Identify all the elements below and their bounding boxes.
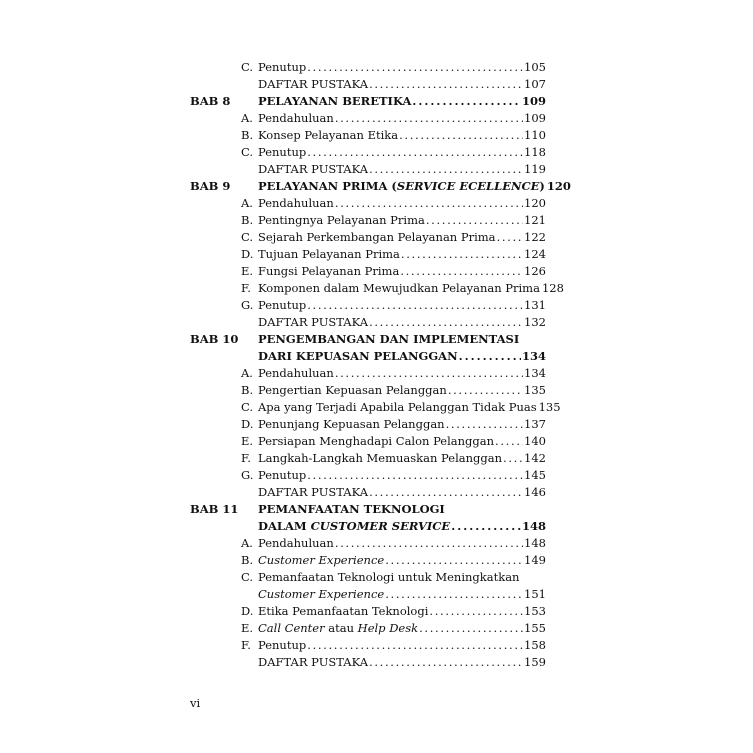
toc-line [241,144,546,161]
toc-entry [190,76,546,93]
entry-title [258,297,306,314]
toc-line [241,654,546,671]
toc-entry [190,263,546,280]
toc-entry [190,484,546,501]
entry-title [258,450,502,467]
entry-title-text: Konsep Pelayanan Etika [258,128,399,142]
entry-title-italic-2: Help Desk [357,621,419,635]
toc-entry [190,93,546,110]
toc-entry [190,280,564,297]
page-number: 120 [546,179,571,193]
entry-title-text: DAFTAR PUSTAKA [258,77,369,91]
toc-line [241,365,546,382]
section-letter: A. [241,111,253,125]
toc-entry [190,382,546,399]
entry-title-text: PELAYANAN PRIMA ( [258,179,397,193]
dot-leader [495,433,523,450]
toc-entry [190,399,561,416]
page-number: 105 [524,60,546,74]
page-number: 128 [541,281,564,295]
entry-title-italic: Customer Experience [258,553,385,567]
entry-title-text: Fungsi Pelayanan Prima [258,264,400,278]
toc-entry [190,654,546,671]
dot-leader [400,263,523,280]
dot-leader [369,654,523,671]
toc-line [241,467,546,484]
toc-entry [190,365,546,382]
entry-title [258,263,399,280]
toc-line [241,535,546,552]
dot-leader [459,348,521,365]
entry-title [258,331,519,348]
entry-title [258,76,368,93]
dot-leader [335,110,523,127]
entry-title-text: Pendahuluan [258,536,334,550]
entry-title [258,195,334,212]
entry-title-text: Komponen dalam Mewujudkan Pelayanan Prima [258,281,540,295]
toc-line [241,212,546,229]
toc-entry [190,620,546,637]
page-number: 151 [524,587,546,601]
entry-title [258,229,496,246]
toc-line [241,161,546,178]
entry-title [258,161,368,178]
toc-line [241,416,546,433]
page-number: 121 [524,213,546,227]
page-number: 134 [524,366,546,380]
toc-entry [190,450,546,467]
dot-leader [451,518,521,535]
page-number: 134 [521,349,546,363]
page-number: 148 [524,536,546,550]
toc-entry [190,297,546,314]
section-letter: B. [241,128,254,142]
entry-title [258,365,334,382]
entry-title [258,484,368,501]
page-number: 109 [524,111,546,125]
entry-title-text: PEMANFAATAN TEKNOLOGI [258,502,445,516]
entry-title [258,416,445,433]
entry-title-text: DALAM [258,519,311,533]
page-number: 159 [524,655,546,669]
toc-entry [190,603,546,620]
entry-title-text: Sejarah Perkembangan Pelayanan Prima [258,230,496,244]
toc-line [241,382,546,399]
page-number: 107 [524,77,546,91]
entry-title [258,603,428,620]
section-letter: B. [241,213,254,227]
toc-line [241,450,546,467]
page-number: 145 [524,468,546,482]
entry-title-italic: Customer Experience [258,587,385,601]
entry-title [258,127,398,144]
dot-leader [369,484,523,501]
dot-leader [399,127,523,144]
entry-title-text: Pentingnya Pelayanan Prima [258,213,425,227]
section-letter: C. [241,400,254,414]
entry-title-text: Penutup [258,145,307,159]
entry-title-text: Penunjang Kepuasan Pelanggan [258,417,445,431]
toc-entry [190,178,571,195]
toc-line [241,314,546,331]
entry-title [258,399,537,416]
entry-title [258,59,306,76]
entry-title [258,552,384,569]
entry-title-text: Etika Pemanfaatan Teknologi [258,604,429,618]
entry-title-text: Penutup [258,60,307,74]
dot-leader [429,603,523,620]
entry-title [258,93,411,110]
entry-title-text: Tujuan Pelayanan Prima [258,247,400,261]
toc-line [241,603,546,620]
entry-title [258,586,384,603]
toc-line [241,178,571,195]
entry-title [258,246,400,263]
dot-leader [497,229,524,246]
page-number: 118 [524,145,546,159]
toc-line [258,586,546,603]
section-letter: F. [241,451,251,465]
entry-title [258,433,494,450]
entry-title-text: Pendahuluan [258,366,334,380]
toc-line [241,280,564,297]
section-letter: A. [241,536,253,550]
toc-entry [190,518,546,535]
dot-leader [426,212,523,229]
dot-leader [307,297,523,314]
toc-line [241,246,546,263]
page-number: 131 [524,298,546,312]
chapter-label: BAB 11 [190,502,239,516]
section-letter: C. [241,60,254,74]
section-letter: E. [241,434,254,448]
entry-title-text: Penutup [258,638,307,652]
entry-title-text: Persiapan Menghadapi Calon Pelanggan [258,434,495,448]
entry-title [258,637,306,654]
toc-entry [190,501,546,518]
dot-leader [419,620,523,637]
entry-title-text: DAFTAR PUSTAKA [258,485,369,499]
toc-entry [190,110,546,127]
entry-title [258,280,540,297]
toc-entry [190,59,546,76]
section-letter: E. [241,264,254,278]
entry-title-italic: SERVICE ECELLENCE [396,179,540,193]
toc-entry [190,552,546,569]
entry-title-text: Pengertian Kepuasan Pelanggan [258,383,447,397]
dot-leader [401,246,523,263]
toc-entry [190,144,546,161]
entry-title-text: Penutup [258,298,307,312]
entry-title-text: DAFTAR PUSTAKA [258,162,369,176]
entry-title-text: DAFTAR PUSTAKA [258,315,369,329]
section-letter: C. [241,145,254,159]
section-letter: F. [241,281,251,295]
page-number: 135 [524,383,546,397]
dot-leader [385,586,523,603]
chapter-label: BAB 10 [190,332,239,346]
entry-title-after: atau [324,621,358,635]
toc-line [241,59,546,76]
entry-title-text: DARI KEPUASAN PELANGGAN [258,349,458,363]
toc-entry [190,161,546,178]
page-number: 126 [524,264,546,278]
dot-leader [448,382,523,399]
entry-title [258,518,450,535]
entry-title [258,569,519,586]
toc-line [241,263,546,280]
entry-title-text: PENGEMBANGAN DAN IMPLEMENTASI [258,332,520,346]
entry-title [258,348,458,365]
dot-leader [412,93,521,110]
toc-line [241,637,546,654]
section-letter: B. [241,553,254,567]
toc-line [241,93,546,110]
toc-entry [190,229,546,246]
dot-leader [385,552,523,569]
entry-title [258,654,368,671]
entry-title [258,314,368,331]
page-number: 140 [524,434,546,448]
entry-title [258,467,306,484]
entry-title-text: Pemanfaatan Teknologi untuk Meningkatkan [258,570,520,584]
page-number: 110 [524,128,546,142]
section-letter: A. [241,366,253,380]
section-letter: E. [241,621,254,635]
entry-title-text: Penutup [258,468,307,482]
toc-line [241,297,546,314]
toc-line [241,552,546,569]
toc-entry [190,569,546,586]
toc-line [241,484,546,501]
entry-title [258,144,306,161]
chapter-label: BAB 9 [190,179,231,193]
entry-title-text: Langkah-Langkah Memuaskan Pelanggan [258,451,503,465]
toc-line [241,110,546,127]
page-number: 153 [524,604,546,618]
table-of-contents [190,59,571,671]
page-number: 149 [524,553,546,567]
entry-title-text: Pendahuluan [258,111,334,125]
page-number: 120 [524,196,546,210]
toc-line [241,348,546,365]
toc-line [241,76,546,93]
page-number: 146 [524,485,546,499]
toc-line [241,620,546,637]
toc-entry [190,416,546,433]
page-number: 132 [524,315,546,329]
toc-line [241,127,546,144]
page-number: 148 [521,519,546,533]
page-number: 135 [538,400,561,414]
dot-leader [503,450,523,467]
toc-line [241,331,546,348]
page-number: 158 [524,638,546,652]
section-letter: F. [241,638,251,652]
entry-title-text: DAFTAR PUSTAKA [258,655,369,669]
page-number: 155 [524,621,546,635]
page-number: 122 [524,230,546,244]
toc-entry [190,637,546,654]
page-number: 119 [524,162,546,176]
toc-entry [190,535,546,552]
section-letter: A. [241,196,253,210]
toc-entry [190,467,546,484]
section-letter: G. [241,468,254,482]
dot-leader [335,195,523,212]
entry-title-text: Pendahuluan [258,196,334,210]
page-number: 124 [524,247,546,261]
dot-leader [335,535,523,552]
section-letter: D. [241,604,254,618]
entry-title [258,501,445,518]
entry-title [258,110,334,127]
entry-title-italic: CUSTOMER SERVICE [310,519,451,533]
toc-entry [190,127,546,144]
dot-leader [446,416,523,433]
chapter-label: BAB 8 [190,94,231,108]
toc-line [241,399,561,416]
toc-entry [190,246,546,263]
section-letter: C. [241,230,254,244]
toc-entry [190,586,546,603]
toc-line [241,569,546,586]
section-letter: G. [241,298,254,312]
toc-line [241,433,546,450]
entry-title [258,620,418,637]
entry-title-text: Apa yang Terjadi Apabila Pelanggan Tidak Puas [258,400,537,414]
entry-title [258,178,545,195]
section-letter: C. [241,570,254,584]
toc-line [241,501,546,518]
entry-title-text: PELAYANAN BERETIKA [258,94,412,108]
toc-line [241,518,546,535]
section-letter: D. [241,417,254,431]
toc-entry [190,433,546,450]
dot-leader [369,161,523,178]
dot-leader [307,144,523,161]
page-number: 137 [524,417,546,431]
dot-leader [335,365,523,382]
toc-entry [190,212,546,229]
dot-leader [369,314,523,331]
section-letter: D. [241,247,254,261]
entry-title [258,212,425,229]
entry-title-italic: Call Center [258,621,325,635]
page-number: 142 [524,451,546,465]
toc-line [241,195,546,212]
toc-entry [190,331,546,348]
dot-leader [307,637,523,654]
entry-title [258,382,447,399]
section-letter: B. [241,383,254,397]
toc-line [241,229,546,246]
page-number: 109 [521,94,546,108]
toc-entry [190,195,546,212]
toc-entry [190,314,546,331]
dot-leader [307,467,523,484]
dot-leader [369,76,523,93]
page-number: vi [190,696,201,710]
entry-title [258,535,334,552]
toc-entry [190,348,546,365]
dot-leader [307,59,523,76]
entry-title-after: ) [539,179,545,193]
